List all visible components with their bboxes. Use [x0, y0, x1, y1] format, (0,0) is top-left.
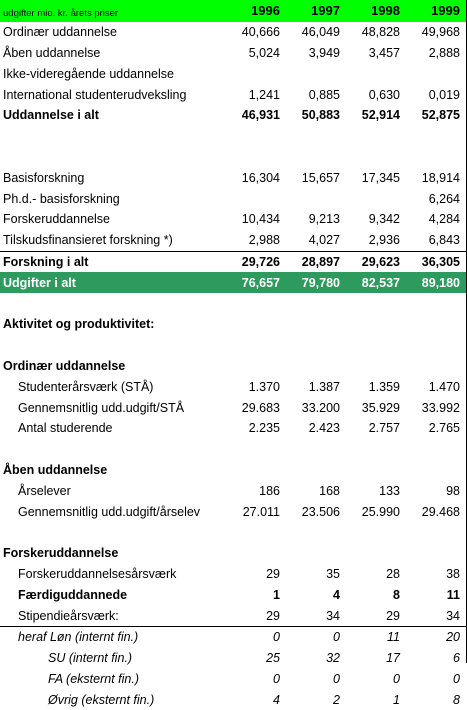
cell-1996 [226, 314, 286, 335]
table-row [0, 167, 466, 188]
cell-1997: 3,949 [308, 45, 340, 60]
row-label: Tilskudsfinansieret forskning *) [0, 230, 226, 251]
table-row [0, 188, 466, 209]
table-row [0, 105, 466, 126]
cell-1999: 2,888 [428, 45, 460, 60]
table-row [0, 626, 466, 647]
cell-1997: 9,213 [308, 212, 340, 227]
cell-1998: 29,623 [361, 254, 400, 269]
table-row [0, 501, 466, 522]
cell-1997: 33.200 [301, 400, 340, 415]
cell-1999 [406, 543, 466, 564]
cell-1997: 0,885 [308, 87, 340, 102]
table-row [0, 397, 466, 418]
cell-1997: 4,027 [286, 230, 346, 251]
cell-1998: 17,345 [361, 170, 400, 185]
row-label [0, 147, 226, 168]
cell-1997: 168 [319, 483, 340, 498]
cell-1998 [346, 314, 406, 335]
cell-1999 [406, 147, 466, 168]
cell-1999: 34 [406, 605, 466, 626]
header-year-1996: 1996 [226, 0, 286, 22]
row-label: SU (internt fin.) [48, 651, 133, 666]
cell-1996 [226, 522, 286, 543]
cell-1996: 29 [266, 566, 280, 581]
cell-1999: 18,914 [421, 170, 460, 185]
row-label [0, 126, 226, 147]
table-row [0, 376, 466, 397]
cell-1996 [226, 188, 286, 209]
cell-1996: 1,241 [248, 87, 280, 102]
table-row [0, 418, 466, 439]
table-row [0, 564, 466, 585]
row-label: International studenterudveksling [3, 87, 187, 102]
table-row [0, 439, 466, 460]
cell-1999 [406, 293, 466, 314]
table-row [0, 480, 466, 501]
cell-1998: 35.929 [361, 400, 400, 415]
cell-1999: 1.470 [428, 379, 460, 394]
cell-1998: 82,537 [346, 272, 406, 293]
row-label: Forskeruddannelse [3, 212, 111, 227]
row-label: Antal studerende [18, 421, 113, 436]
cell-1998: 8 [393, 587, 400, 602]
cell-1996: 46,931 [241, 108, 280, 123]
cell-1999 [406, 63, 466, 84]
cell-1997 [286, 522, 346, 543]
cell-1996 [226, 356, 286, 377]
cell-1999: 11 [446, 587, 460, 602]
cell-1997 [286, 335, 346, 356]
row-label: heraf Løn (internt fin.) [18, 630, 139, 645]
table-row [0, 63, 466, 84]
table-row [0, 605, 466, 626]
cell-1998: 1 [393, 692, 400, 707]
row-label: Studenterårsværk (STÅ) [18, 379, 154, 394]
table-row [0, 22, 466, 43]
table-row [0, 84, 466, 105]
cell-1997 [286, 63, 346, 84]
cell-1999: 98 [446, 483, 460, 498]
cell-1996: 0 [273, 671, 280, 686]
cell-1998: 28 [386, 566, 400, 581]
cell-1998: 25.990 [361, 504, 400, 519]
row-label: Færdiguddannede [18, 587, 128, 602]
cell-1997 [286, 314, 346, 335]
table-row [0, 522, 466, 543]
row-label [0, 522, 226, 543]
cell-1999 [406, 439, 466, 460]
cell-1998 [346, 63, 406, 84]
cell-1996: 29.683 [241, 400, 280, 415]
cell-1997 [286, 356, 346, 377]
table-row [0, 335, 466, 356]
cell-1997 [286, 543, 346, 564]
cell-1998: 29 [346, 605, 406, 626]
cell-1997: 35 [326, 566, 340, 581]
row-label: Stipendieårsværk: [0, 605, 226, 626]
cell-1998: 3,457 [368, 45, 400, 60]
cell-1999: 89,180 [406, 272, 466, 293]
cell-1996 [226, 293, 286, 314]
table-row [0, 648, 466, 669]
cell-1999: 20 [446, 630, 460, 645]
table-row [0, 272, 466, 293]
cell-1999: 36,305 [421, 254, 460, 269]
cell-1998: 2.757 [368, 421, 400, 436]
cell-1997 [286, 460, 346, 481]
cell-1996 [226, 439, 286, 460]
cell-1996: 29 [226, 605, 286, 626]
cell-1998: 0 [393, 671, 400, 686]
cell-1999 [406, 314, 466, 335]
cell-1999: 49,968 [421, 25, 460, 40]
cell-1996: 186 [259, 483, 280, 498]
row-label [0, 335, 226, 356]
row-label: Ordinær uddannelse [3, 25, 117, 40]
cell-1996: 29,726 [241, 254, 280, 269]
header-row [0, 0, 466, 22]
row-label: Årselever [18, 483, 71, 498]
row-label: Åben uddannelse [3, 462, 108, 477]
row-label: Forskeruddannelse [3, 546, 119, 561]
cell-1999: 38 [446, 566, 460, 581]
cell-1999: 33.992 [421, 400, 460, 415]
cell-1997: 32 [326, 651, 340, 666]
row-label: Ikke-videregående uddannelse [3, 66, 174, 81]
cell-1997: 0 [333, 671, 340, 686]
cell-1996: 27.011 [242, 504, 280, 519]
cell-1998 [346, 522, 406, 543]
cell-1999: 6 [453, 651, 460, 666]
row-label: Forskeruddannelsesårsværk [18, 566, 177, 581]
cell-1996 [226, 147, 286, 168]
cell-1999 [406, 335, 466, 356]
row-label: Udgifter i alt [0, 272, 226, 293]
header-year-1999: 1999 [406, 0, 466, 22]
row-label: Gennemsnitlig udd.udgift/STÅ [18, 400, 185, 415]
cell-1998 [346, 543, 406, 564]
cell-1998 [346, 147, 406, 168]
cell-1999: 0 [453, 671, 460, 686]
row-label: Øvrig (eksternt fin.) [48, 692, 155, 707]
row-label: Ordinær uddannelse [3, 358, 126, 373]
table-row [0, 584, 466, 605]
cell-1999 [406, 460, 466, 481]
cell-1996: 10,434 [241, 212, 280, 227]
cell-1998: 0,630 [368, 87, 400, 102]
cell-1998: 52,914 [361, 108, 400, 123]
row-label: Forskning i alt [3, 254, 89, 269]
cell-1997: 23.506 [301, 504, 340, 519]
cell-1996: 1.370 [248, 379, 280, 394]
cell-1997 [286, 293, 346, 314]
cell-1998 [346, 460, 406, 481]
cell-1996 [226, 126, 286, 147]
cell-1997: 28,897 [301, 254, 340, 269]
cell-1996: 5,024 [248, 45, 280, 60]
cell-1999: 52,875 [421, 108, 460, 123]
cell-1996: 25 [266, 651, 280, 666]
cell-1996 [226, 460, 286, 481]
row-label: Gennemsnitlig udd.udgift/årselev [18, 504, 201, 519]
cell-1998: 1.359 [368, 379, 400, 394]
cell-1998 [346, 439, 406, 460]
cell-1998: 133 [379, 483, 400, 498]
row-label: Aktivitet og produktivitet: [3, 317, 155, 332]
cell-1998 [346, 188, 406, 209]
cell-1999: 4,284 [428, 212, 460, 227]
cell-1998 [346, 126, 406, 147]
cell-1996 [226, 543, 286, 564]
cell-1997 [286, 147, 346, 168]
cell-1996: 76,657 [226, 272, 286, 293]
cell-1997: 34 [286, 605, 346, 626]
cell-1999: 0,019 [428, 87, 460, 102]
table-row [0, 209, 466, 230]
cell-1999 [406, 356, 466, 377]
cell-1997: 2.423 [308, 421, 340, 436]
row-label: Uddannelse i alt [3, 108, 99, 123]
header-year-1998: 1998 [346, 0, 406, 22]
row-label [0, 293, 226, 314]
cell-1997: 1.387 [308, 379, 340, 394]
table-row [0, 543, 466, 564]
cell-1997 [286, 188, 346, 209]
cell-1997: 2 [333, 692, 340, 707]
row-label: Basisforskning [3, 170, 85, 185]
cell-1996: 2,988 [226, 230, 286, 251]
cell-1998: 2,936 [346, 230, 406, 251]
cell-1998: 17 [386, 651, 400, 666]
cell-1998 [346, 335, 406, 356]
cell-1999 [406, 522, 466, 543]
cell-1999 [406, 126, 466, 147]
cell-1999: 2.765 [428, 421, 460, 436]
table-row [0, 356, 466, 377]
cell-1997 [286, 439, 346, 460]
cell-1998 [346, 293, 406, 314]
cell-1999: 29.468 [421, 504, 460, 519]
cell-1997: 15,657 [301, 170, 340, 185]
cell-1996: 1 [273, 587, 280, 602]
cell-1996: 40,666 [241, 25, 280, 40]
cell-1999: 8 [453, 692, 460, 707]
table-row [0, 251, 466, 272]
table-row [0, 293, 466, 314]
cell-1998 [346, 356, 406, 377]
header-year-1997: 1997 [286, 0, 346, 22]
table-row [0, 689, 466, 710]
cell-1996: 0 [273, 630, 280, 645]
cell-1998: 11 [387, 630, 400, 645]
table-row [0, 669, 466, 690]
header-label: udgifter mio. kr. årets priser [0, 0, 226, 22]
row-label: FA (eksternt fin.) [48, 671, 139, 686]
cell-1998: 9,342 [368, 212, 400, 227]
cell-1997: 46,049 [301, 25, 340, 40]
row-label: Åben uddannelse [3, 45, 101, 60]
table-row [0, 126, 466, 147]
table-row [0, 460, 466, 481]
cell-1996 [226, 63, 286, 84]
row-label: Ph.d.- basisforskning [3, 191, 120, 206]
table-row [0, 230, 466, 251]
cell-1999: 6,843 [406, 230, 466, 251]
cell-1997: 0 [333, 630, 340, 645]
row-label [0, 439, 226, 460]
cell-1997 [286, 126, 346, 147]
cell-1996: 4 [273, 692, 280, 707]
cell-1996: 2.235 [248, 421, 280, 436]
cell-1999: 6,264 [428, 191, 460, 206]
table-row [0, 314, 466, 335]
cell-1996: 16,304 [241, 170, 280, 185]
table-row [0, 43, 466, 64]
cell-1997: 50,883 [301, 108, 340, 123]
cell-1997: 79,780 [286, 272, 346, 293]
cell-1997: 4 [333, 587, 340, 602]
cell-1998: 48,828 [361, 25, 400, 40]
table-row [0, 147, 466, 168]
cell-1996 [226, 335, 286, 356]
